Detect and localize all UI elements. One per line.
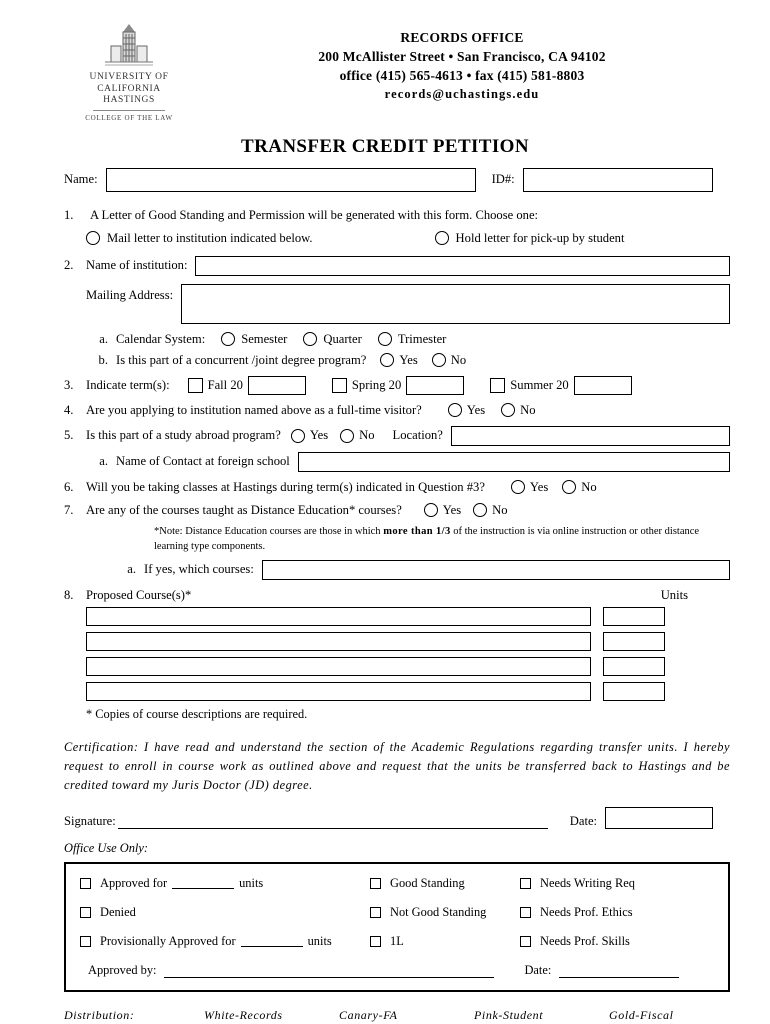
q1-option-hold[interactable] (435, 231, 625, 246)
radio-q5-no[interactable] (340, 429, 354, 443)
concurrent-no-label: No (450, 352, 467, 367)
approved-units-blank[interactable] (172, 877, 234, 889)
table-row (86, 607, 730, 626)
q1-text: A Letter of Good Standing and Permission will be generated with this form. Choose one: (90, 207, 539, 222)
q8-label: Proposed Course(s)* (86, 587, 192, 602)
q7-number: 7. (64, 502, 74, 517)
id-input[interactable] (523, 168, 713, 192)
denied-option[interactable] (80, 905, 370, 920)
units-header: Units (660, 587, 688, 602)
one-l-label: 1L (390, 933, 404, 948)
units-input-2[interactable] (603, 632, 665, 651)
q2-label: Name of institution: (86, 258, 188, 272)
q4-number: 4. (64, 402, 74, 417)
needs-prof-skills-option[interactable] (520, 934, 714, 949)
radio-q4-no[interactable] (501, 403, 515, 417)
checkbox-good-standing[interactable] (370, 878, 381, 889)
calendar-option-semester-label: Semester (241, 331, 288, 346)
q4-option-yes[interactable] (448, 403, 485, 418)
contact-letter: a. (99, 454, 108, 468)
q1-option-mail-label: Mail letter to institution indicated below. (107, 230, 313, 245)
provisional-units-blank[interactable] (241, 935, 303, 947)
radio-q4-yes[interactable] (448, 403, 462, 417)
distribution-row (64, 1008, 730, 1023)
logo-line-4: COLLEGE OF THE LAW (85, 113, 173, 122)
question-1 (64, 208, 730, 223)
needs-writing-req-label: Needs Writing Req (540, 875, 635, 890)
course-input-4[interactable] (86, 682, 591, 701)
id-label: ID#: (491, 172, 515, 186)
distance-education-note (154, 524, 730, 554)
distribution-label: Distribution: (64, 1007, 135, 1022)
approved-for-units-suffix: units (239, 875, 264, 890)
signature-label: Signature: (64, 813, 116, 828)
q6-number: 6. (64, 479, 74, 494)
calendar-label: Calendar System: (116, 331, 206, 346)
signature-row (64, 807, 730, 829)
office-phone: office (415) 565-4613 • fax (415) 581-8803 (339, 68, 585, 83)
not-good-standing-option[interactable] (370, 905, 520, 920)
units-input-1[interactable] (603, 607, 665, 626)
q7-label: Are any of the courses taught as Distance Education* courses? (86, 502, 402, 517)
course-input-3[interactable] (86, 657, 591, 676)
logo-line-2: CALIFORNIA (97, 83, 161, 94)
radio-mail-letter[interactable] (86, 231, 100, 245)
term-summer[interactable] (490, 376, 631, 395)
q7-option-no[interactable] (473, 503, 507, 518)
radio-q7-yes[interactable] (424, 503, 438, 517)
checkbox-needs-writing-req[interactable] (520, 878, 531, 889)
q1-option-mail[interactable] (86, 231, 313, 246)
q6-label: Will you be taking classes at Hastings during term(s) indicated in Question #3? (86, 479, 485, 494)
concurrent-degree-row (64, 353, 730, 368)
distribution-white: White-Records (204, 1007, 283, 1022)
distribution-canary: Canary-FA (339, 1007, 398, 1022)
signature-input[interactable] (118, 813, 548, 829)
identity-row (64, 168, 730, 192)
q5-yes-label: Yes (309, 428, 329, 442)
calendar-option-semester[interactable] (221, 332, 287, 347)
which-courses-row (64, 560, 730, 580)
radio-q7-no[interactable] (473, 503, 487, 517)
table-row (86, 682, 730, 701)
institution-name-input[interactable] (195, 256, 730, 276)
q1-option-hold-label: Hold letter for pick-up by student (455, 230, 625, 245)
calendar-option-quarter[interactable] (303, 332, 361, 347)
checkbox-not-good-standing[interactable] (370, 907, 381, 918)
good-standing-option[interactable] (370, 876, 520, 891)
q5-option-yes[interactable] (291, 428, 328, 443)
checkbox-needs-prof-skills[interactable] (520, 936, 531, 947)
q5-location-label: Location? (392, 428, 443, 442)
question-8 (64, 588, 730, 603)
radio-semester[interactable] (221, 332, 235, 346)
mailing-address-label: Mailing Address: (86, 287, 174, 302)
denied-label: Denied (100, 904, 136, 919)
contact-label: Name of Contact at foreign school (116, 454, 290, 468)
page-title: TRANSFER CREDIT PETITION (241, 135, 529, 157)
approved-by-label: Approved by: (88, 962, 157, 977)
logo-divider (93, 110, 165, 111)
uc-hastings-logo (64, 22, 194, 122)
q6-option-yes[interactable] (511, 480, 548, 495)
approved-by-row (88, 963, 714, 978)
office-name: RECORDS OFFICE (400, 30, 524, 45)
needs-prof-ethics-option[interactable] (520, 905, 714, 920)
office-date-input[interactable] (559, 964, 679, 978)
page-header (0, 0, 770, 122)
office-use-heading: Office Use Only: (64, 840, 148, 855)
course-input-2[interactable] (86, 632, 591, 651)
question-4 (64, 403, 730, 418)
approved-by-input[interactable] (164, 964, 494, 978)
calendar-option-quarter-label: Quarter (323, 331, 362, 346)
location-input[interactable] (451, 426, 730, 446)
q1-options (86, 231, 730, 246)
certification-text: Certification: I have read and understand the section of the Academic Regulations regarding transfer units. I hereby request to enroll in course work as outlined above and request that the units be transferred back to Hastings and be credited toward my Juris Doctor (JD) degree. (64, 739, 730, 792)
units-input-4[interactable] (603, 682, 665, 701)
term-fall-year-input[interactable] (248, 376, 306, 395)
mailing-address-row (64, 284, 730, 324)
q3-label: Indicate term(s): (86, 377, 170, 392)
which-courses-input[interactable] (262, 560, 730, 580)
q4-yes-label: Yes (466, 402, 486, 417)
radio-q5-yes[interactable] (291, 429, 305, 443)
table-row (86, 657, 730, 676)
question-5 (64, 426, 730, 446)
calendar-system-row (64, 332, 730, 347)
office-date-label: Date: (524, 962, 552, 977)
needs-prof-skills-label: Needs Prof. Skills (540, 933, 630, 948)
foreign-contact-input[interactable] (298, 452, 730, 472)
one-l-option[interactable] (370, 934, 520, 949)
not-good-standing-label: Not Good Standing (390, 904, 487, 919)
q5-option-no[interactable] (340, 428, 374, 443)
approved-for-option[interactable] (80, 876, 370, 891)
calendar-option-trimester-label: Trimester (397, 331, 447, 346)
office-row-1 (80, 876, 714, 891)
office-email: records@uchastings.edu (384, 87, 540, 101)
q4-label: Are you applying to institution named above as a full-time visitor? (86, 402, 422, 417)
checkbox-summer[interactable] (490, 378, 505, 393)
concurrent-yes-label: Yes (399, 352, 418, 367)
logo-line-1: UNIVERSITY OF (89, 72, 169, 82)
units-input-3[interactable] (603, 657, 665, 676)
q3-number: 3. (64, 377, 74, 392)
name-input[interactable] (106, 168, 476, 192)
mailing-address-input[interactable] (181, 284, 730, 324)
calendar-letter: a. (99, 331, 108, 346)
concurrent-label: Is this part of a concurrent /joint degree program? (116, 352, 367, 367)
campanile-tower-icon (101, 22, 157, 68)
question-3 (64, 376, 730, 395)
radio-concurrent-yes[interactable] (380, 353, 394, 367)
concurrent-option-yes[interactable] (380, 353, 417, 368)
which-letter: a. (127, 562, 136, 576)
radio-trimester[interactable] (378, 332, 392, 346)
office-address: 200 McAllister Street • San Francisco, CA 94102 (318, 49, 606, 64)
good-standing-label: Good Standing (390, 875, 465, 890)
signature-date-label: Date: (569, 813, 598, 828)
term-spring-year-input[interactable] (406, 376, 464, 395)
q6-no-label: No (581, 479, 597, 494)
checkbox-fall[interactable] (188, 378, 203, 393)
checkbox-denied[interactable] (80, 907, 91, 918)
q7-option-yes[interactable] (424, 503, 461, 518)
q5-number: 5. (64, 428, 74, 442)
q1-number: 1. (64, 207, 74, 222)
needs-prof-ethics-label: Needs Prof. Ethics (540, 904, 633, 919)
term-summer-year-input[interactable] (574, 376, 632, 395)
signature-date-input[interactable] (605, 807, 713, 829)
course-descriptions-note: * Copies of course descriptions are required. (86, 706, 308, 721)
office-use-box (64, 862, 730, 992)
note-suffix: of the instruction is via online instruction or other distance learning type components. (154, 525, 700, 552)
foreign-contact-row (64, 452, 730, 472)
provisionally-approved-option[interactable] (80, 934, 370, 949)
note-bold: more than 1/3 (383, 525, 451, 537)
which-label: If yes, which courses: (144, 562, 254, 576)
q2-number: 2. (64, 258, 74, 272)
provisionally-approved-label: Provisionally Approved for (100, 933, 236, 948)
records-office-block (194, 22, 730, 104)
provisional-units-suffix: units (307, 933, 332, 948)
q5-label: Is this part of a study abroad program? (86, 428, 281, 442)
office-row-2 (80, 905, 714, 920)
proposed-courses-table (86, 607, 730, 701)
q5-no-label: No (359, 428, 375, 442)
logo-line-3: HASTINGS (103, 95, 155, 105)
q6-yes-label: Yes (529, 479, 549, 494)
distribution-gold: Gold-Fiscal (609, 1007, 674, 1022)
form-body (0, 168, 770, 1023)
term-spring-label: Spring 20 (351, 377, 402, 392)
q7-yes-label: Yes (442, 502, 462, 517)
name-label: Name: (64, 172, 98, 186)
office-row-3 (80, 934, 714, 949)
concurrent-option-no[interactable] (432, 353, 466, 368)
term-spring[interactable] (332, 376, 464, 395)
radio-concurrent-no[interactable] (432, 353, 446, 367)
term-summer-label: Summer 20 (510, 377, 569, 392)
calendar-option-trimester[interactable] (378, 332, 447, 347)
radio-quarter[interactable] (303, 332, 317, 346)
question-6 (64, 480, 730, 495)
term-fall[interactable] (188, 376, 306, 395)
checkbox-1l[interactable] (370, 936, 381, 947)
question-2 (64, 256, 730, 276)
course-input-1[interactable] (86, 607, 591, 626)
radio-q6-no[interactable] (562, 480, 576, 494)
checkbox-spring[interactable] (332, 378, 347, 393)
q8-number: 8. (64, 587, 74, 602)
note-prefix: *Note: Distance Education courses are those in which (154, 525, 384, 537)
approved-for-label: Approved for (100, 875, 168, 890)
term-fall-label: Fall 20 (207, 377, 243, 392)
concurrent-letter: b. (98, 352, 108, 367)
q7-no-label: No (492, 502, 508, 517)
needs-writing-req-option[interactable] (520, 876, 714, 891)
checkbox-needs-prof-ethics[interactable] (520, 907, 531, 918)
checkbox-provisionally-approved[interactable] (80, 936, 91, 947)
checkbox-approved-for[interactable] (80, 878, 91, 889)
radio-hold-letter[interactable] (435, 231, 449, 245)
question-7 (64, 503, 730, 518)
q4-option-no[interactable] (501, 403, 535, 418)
q6-option-no[interactable] (562, 480, 596, 495)
radio-q6-yes[interactable] (511, 480, 525, 494)
distribution-pink: Pink-Student (474, 1007, 544, 1022)
q4-no-label: No (520, 402, 536, 417)
table-row (86, 632, 730, 651)
